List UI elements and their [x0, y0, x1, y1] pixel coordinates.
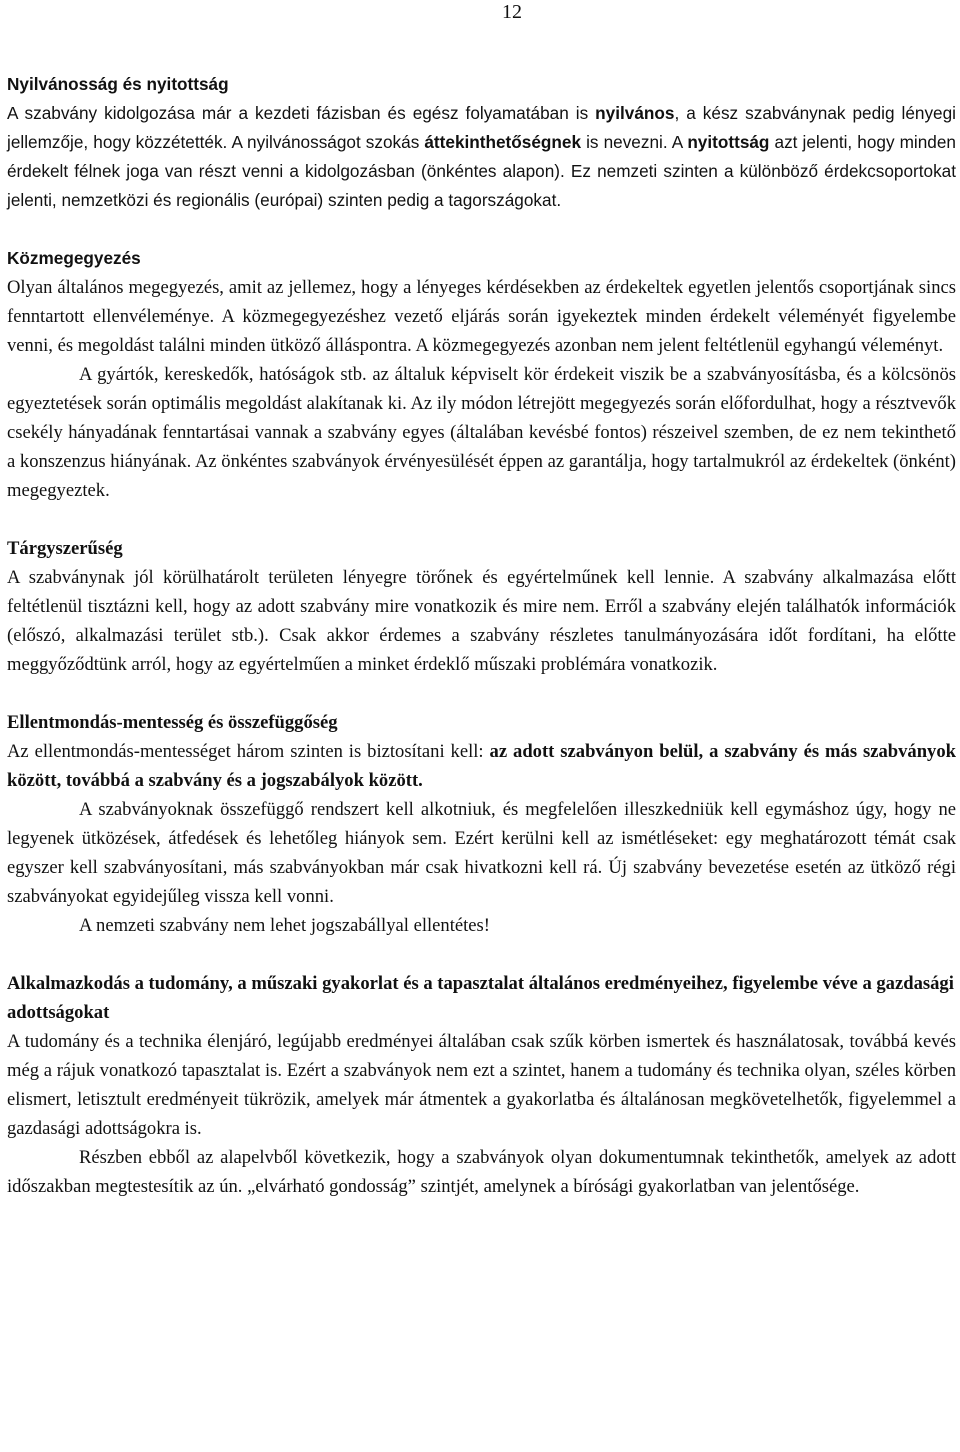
section-paragraph: Olyan általános megegyezés, amit az jellemez, hogy a lényeges kérdésekben az érdekeltek egyetlen jelentős csoportjának sincs fenntartott ellenvéleménye. A közmegegyezéshez vezető eljárás során igyekeztek minden érdekelt véleményét figyelembe venni, és megoldást találni minden ütköző álláspontra. A közmegegyezés azonban nem jelent feltétlenül egyhangú véleményt. — [7, 277, 956, 356]
section-heading: Alkalmazkodás a tudomány, a műszaki gyakorlat és a tapasztalat általános eredményeihez, figyelembe véve a gazdasági adottságokat — [7, 973, 954, 1023]
section-paragraph — [7, 99, 956, 215]
section-paragraph: A tudomány és a technika élenjáró, legújabb eredményei általában csak szűk körben ismertek és használatosak, továbbá kevés még a rájuk vonatkozó tapasztalat is. Ezért a szabványok nem ezt a szintet, hanem a tudomány és technika olyan, széles körben elismert, letisztult eredményeit tükrözik, amelyek már átmentek a gyakorlatba és általánosan megkövetelhetők, figyelemmel a gazdasági adottságokra is. — [7, 1031, 956, 1139]
text-run: A szabvány kidolgozása már a kezdeti fázisban és egész folyamatában is — [7, 103, 596, 123]
section-paragraph: A szabványoknak összefüggő rendszert kell alkotniuk, és megfelelően illeszkedniük kell egymáshoz úgy, hogy ne legyenek ütközések, átfedések és lehetőleg hiányok sem. Ezért kerülni kell az ismétléseket: egy meghatározott témát csak egyszer kell szabványosítani, más szabványokban már csak hivatkozni kell rá. Új szabvány bevezetése esetén az ütköző régi szabványokat egyidejűleg vissza kell vonni. — [7, 799, 956, 907]
text-run: , a kész szabványnak pedig lényegi jellemzője, hogy közzétették. A nyilvánosságot szokás — [7, 103, 956, 152]
section-heading: Ellentmondás-mentesség és összefüggőség — [7, 712, 338, 733]
section-ellentmondas-mentesseg — [7, 708, 956, 940]
page-number: 12 — [502, 1, 522, 23]
section-paragraph: A szabványnak jól körülhatárolt területen lényegre törőnek és egyértelműnek kell lennie. A szabvány alkalmazása előtt feltétlenül tisztázni kell, hogy az adott szabvány mire vonatkozik és mire nem. Erről a szabvány elején találhatók információk (előszó, alkalmazási terület stb.). Csak akkor érdemes a szabvány részletes tanulmányozására időt fordítani, ha előtte meggyőződtünk arról, hogy az egyértelműen a minket érdeklő műszaki problémára vonatkozik. — [7, 567, 956, 675]
section-heading: Tárgyszerűség — [7, 538, 123, 559]
section-heading: Nyilvánosság és nyitottság — [7, 74, 229, 94]
text-run: is nevezni. A — [581, 132, 688, 152]
bold-term: nyitottság — [687, 132, 770, 152]
section-paragraph: Részben ebből az alapelvből következik, hogy a szabványok olyan dokumentumnak tekinthetők, amelyek az adott időszakban megtestesítik az ún. „elvárható gondosság” szintjét, amelynek a bírósági gyakorlatban van jelentősége. — [7, 1147, 956, 1197]
bold-term: nyilvános — [595, 103, 675, 123]
text-run: Az ellentmondás-mentességet három szinten is biztosítani kell: — [7, 741, 490, 762]
section-paragraph — [7, 737, 956, 795]
section-paragraph: A nemzeti szabvány nem lehet jogszabállyal ellentétes! — [79, 915, 490, 936]
section-spacer — [7, 505, 956, 534]
section-spacer — [7, 940, 956, 969]
document-body — [7, 70, 956, 1201]
section-paragraph: A gyártók, kereskedők, hatóságok stb. az általuk képviselt kör érdekeit viszik be a szabványosításba, és a kölcsönös egyeztetések során optimális megoldást alakítanak ki. Az ily módon létrejött megegyezés során előfordulhat, hogy a résztvevők csekély hányadának fenntartásai vannak a szabvány egyes (általában kevésbé fontos) részeivel szemben, de ez nem tekinthető a konszenzus hiányának. Az önkéntes szabványok érvényesülését éppen az garantálja, hogy tartalmukról az érdekeltek (önként) megegyeztek. — [7, 364, 956, 501]
section-targyszeruseg — [7, 534, 956, 679]
section-kozmegegyezes — [7, 244, 956, 505]
section-alkalmazkodas — [7, 969, 956, 1201]
section-spacer — [7, 215, 956, 244]
section-nyilvanossag — [7, 70, 956, 215]
bold-term: az adott szabványon belül, a szabvány és más szabványok között, továbbá a szabvány és a jogszabályok között. — [7, 741, 956, 791]
bold-term: áttekinthetőségnek — [424, 132, 582, 152]
section-heading: Közmegegyezés — [7, 248, 141, 268]
text-run: azt jelenti, hogy minden érdekelt félnek joga van részt venni a kidolgozásban (önkéntes alapon). Ez nemzeti szinten a különböző érdekcsoportokat jelenti, nemzetközi és regionális (európai) szinten pedig a tagországokat. — [7, 132, 956, 210]
section-spacer — [7, 679, 956, 708]
